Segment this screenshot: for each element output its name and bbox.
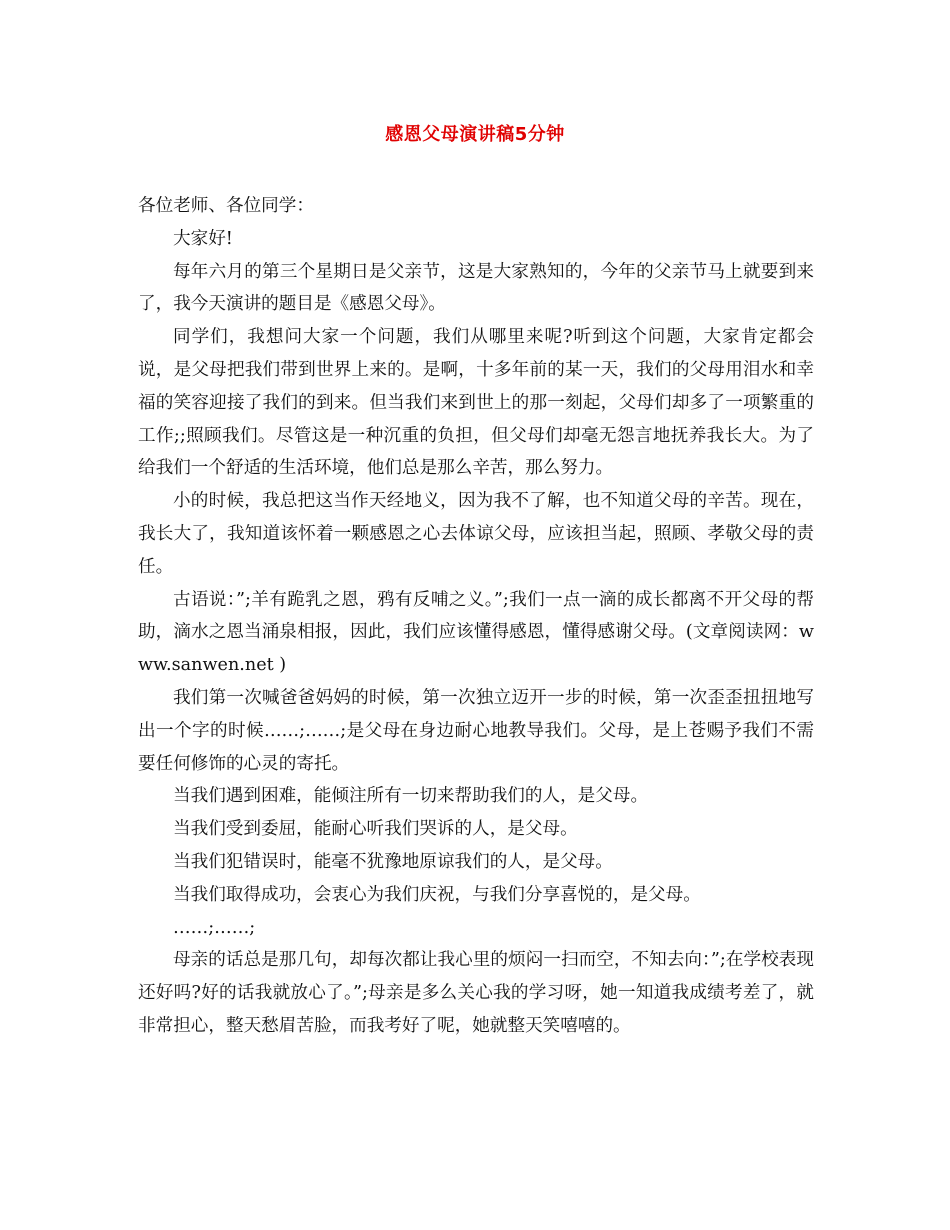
body-paragraph: 我们第一次喊爸爸妈妈的时候，第一次独立迈开一步的时候，第一次歪歪扭扭地写出一个字的时候……;……;是父母在身边耐心地教导我们。父母，是上苍赐予我们不需要任何修饰的心灵的寄托。 [138, 687, 814, 774]
body-paragraph: ……;……; [173, 917, 256, 938]
body-paragraph: 小的时候，我总把这当作天经地义，因为我不了解，也不知道父母的辛苦。现在，我长大了，我知道该怀着一颗感恩之心去体谅父母，应该担当起，照顾、孝敬父母的责任。 [138, 491, 814, 577]
body-paragraph: 同学们，我想问大家一个问题，我们从哪里来呢?听到这个问题，大家肯定都会说，是父母把我们带到世界上来的。是啊，十多年前的某一天，我们的父母用泪水和幸福的笑容迎接了我们的到来。但当我们来到世上的那一刻起，父母们却多了一项繁重的工作;;照顾我们。尽管这是一种沉重的负担，但父母们却毫无怨言地抚养我长大。为了给我们一个舒适的生活环境，他们总是那么辛苦，那么努力。 [138, 327, 814, 479]
body-paragraph: 当我们取得成功，会衷心为我们庆祝，与我们分享喜悦的，是父母。 [173, 884, 701, 905]
body-paragraph: 当我们犯错误时，能毫不犹豫地原谅我们的人，是父母。 [173, 851, 613, 872]
body-paragraph: 每年六月的第三个星期日是父亲节，这是大家熟知的，今年的父亲节马上就要到来了，我今天演讲的题目是《感恩父母》。 [138, 261, 814, 315]
body-paragraph: 古语说：”;羊有跪乳之恩，鸦有反哺之义。”;我们一点一滴的成长都离不开父母的帮助，滴水之恩当涌泉相报，因此，我们应该懂得感恩，懂得感谢父母。(文章阅读网：www.sanwen.net ) [138, 589, 814, 676]
body-paragraph: 当我们受到委屈，能耐心听我们哭诉的人，是父母。 [173, 819, 578, 840]
document-title: 感恩父母演讲稿5分钟 [385, 124, 565, 145]
body-paragraph: 当我们遇到困难，能倾注所有一切来帮助我们的人，是父母。 [173, 786, 649, 807]
document-body [138, 190, 814, 1043]
greeting-paragraph: 大家好! [173, 228, 233, 249]
salutation-paragraph: 各位老师、各位同学： [138, 196, 314, 216]
body-paragraph: 母亲的话总是那几句，却每次都让我心里的烦闷一扫而空，不知去向：”;在学校表现还好吗?好的话我就放心了。”;母亲是多么关心我的学习呀，她一知道我成绩考差了，就非常担心，整天愁眉苦脸，而我考好了呢，她就整天笑嘻嘻的。 [138, 950, 814, 1036]
